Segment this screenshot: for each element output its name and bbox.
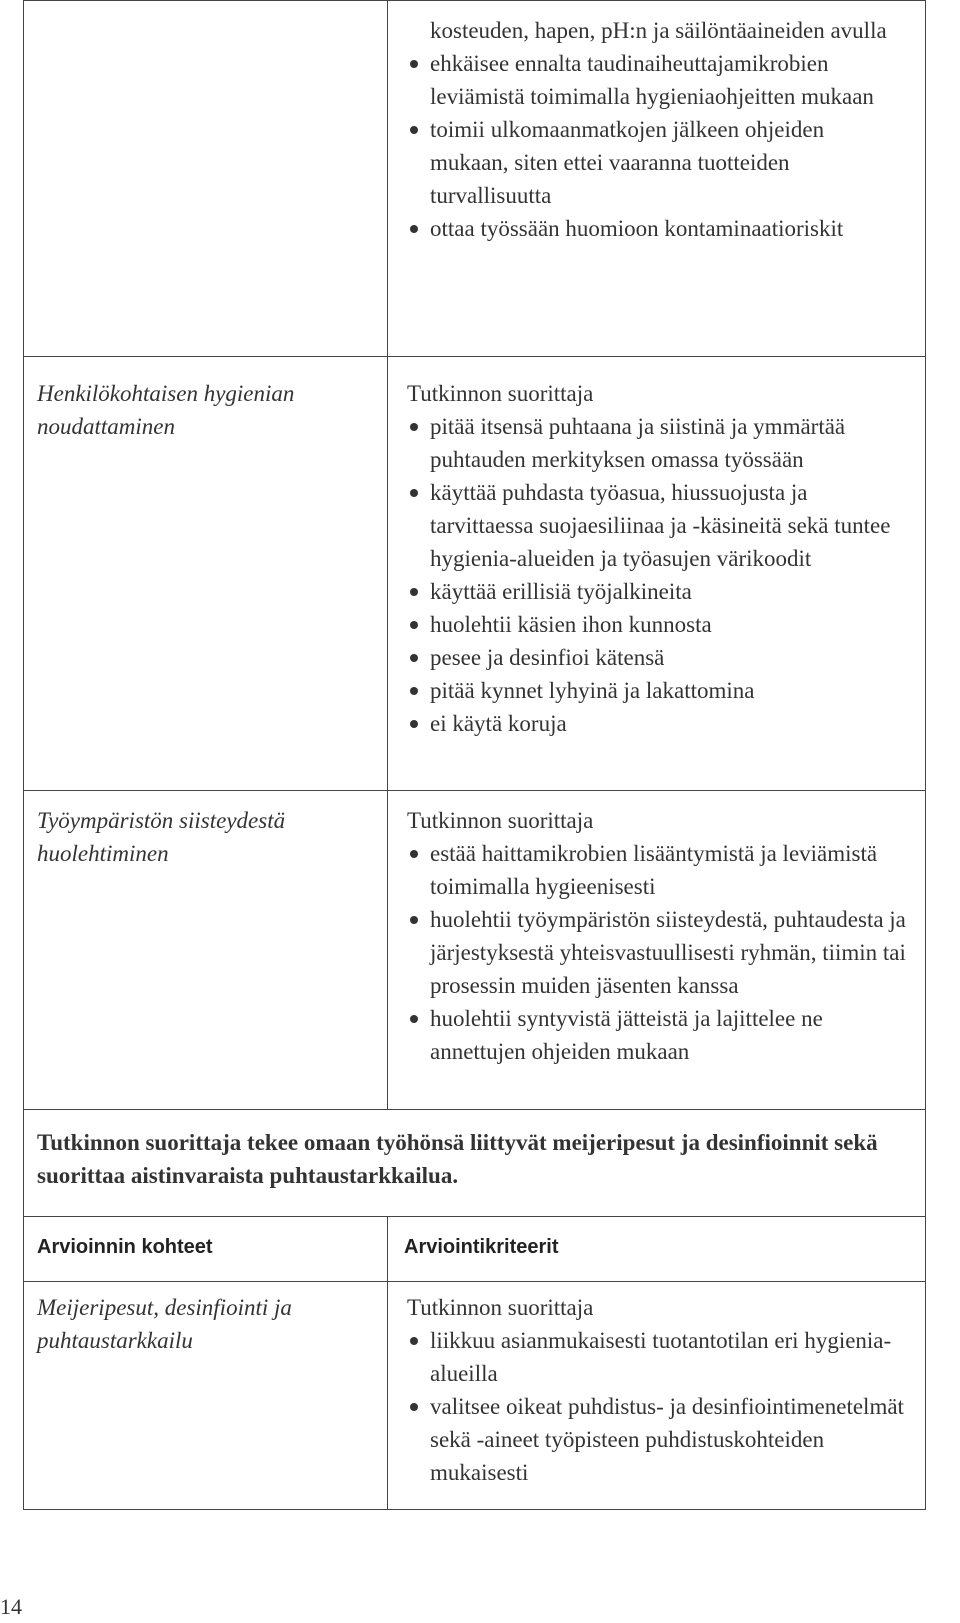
list-item — [407, 14, 907, 47]
row3-assessment-target: Työympäristön siisteydestä huolehtiminen — [37, 808, 286, 866]
row2-bullet-list — [407, 410, 907, 740]
criteria-heading: Tutkinnon suorittaja — [407, 1295, 594, 1320]
table-bottom-header-divider — [23, 1281, 926, 1282]
list-item — [407, 641, 907, 674]
summary-text: Tutkinnon suorittaja tekee omaan työhönsä liittyvät meijeripesut ja desinfioinnit sekä suorittaa aistinvaraista puhtaustarkkailua. — [37, 1130, 878, 1188]
list-item-text: pitää kynnet lyhyinä ja lakattomina — [430, 678, 755, 703]
list-item — [407, 707, 907, 740]
list-item-text: pesee ja desinfioi kätensä — [430, 645, 665, 670]
list-item — [407, 837, 907, 903]
list-item — [407, 608, 907, 641]
list-item-text: käyttää puhdasta työasua, hiussuojusta ja tarvittaessa suojaesiliinaa ja -käsineitä sekä tuntee hygienia-alueiden ja työasujen värikoodit — [430, 480, 891, 571]
list-item — [407, 476, 907, 575]
page-number: 14 — [0, 1594, 22, 1619]
list-item-text: toimii ulkomaanmatkojen jälkeen ohjeiden mukaan, siten ettei vaaranna tuotteiden turvallisuutta — [430, 117, 825, 208]
header-assessment-targets: Arvioinnin kohteet — [37, 1236, 213, 1258]
list-item — [407, 113, 907, 212]
bottom-bullet-list — [407, 1324, 907, 1489]
list-item-text: valitsee oikeat puhdistus- ja desinfiointimenetelmät sekä -aineet työpisteen puhdistuskohteiden mukaisesti — [430, 1394, 904, 1485]
list-item — [407, 903, 907, 1002]
bottom-assessment-target: Meijeripesut, desinfiointi ja puhtaustarkkailu — [37, 1295, 292, 1353]
list-item — [407, 1324, 907, 1390]
table-top-row-divider-2 — [23, 790, 926, 791]
list-item — [407, 1002, 907, 1068]
row2-criteria — [407, 377, 907, 740]
list-item — [407, 47, 907, 113]
list-item — [407, 575, 907, 608]
list-item — [407, 212, 907, 245]
row1-criteria — [407, 14, 907, 245]
list-item-text: huolehtii käsien ihon kunnosta — [430, 612, 712, 637]
header-assessment-criteria: Arviointikriteerit — [404, 1236, 559, 1258]
table-top-row-divider-1 — [23, 356, 926, 357]
list-item-text: huolehtii syntyvistä jätteistä ja lajittelee ne annettujen ohjeiden mukaan — [430, 1006, 823, 1064]
list-item-text: kosteuden, hapen, pH:n ja säilöntäaineiden avulla — [430, 18, 887, 43]
list-item-text: huolehtii työympäristön siisteydestä, puhtaudesta ja järjestyksestä yhteisvastuullisesti ryhmän, tiimin tai prosessin muiden jäsenten kanssa — [430, 907, 906, 998]
list-item — [407, 674, 907, 707]
list-item-text: ei käytä koruja — [430, 711, 567, 736]
row2-assessment-target: Henkilökohtaisen hygienian noudattaminen — [37, 381, 295, 439]
criteria-heading: Tutkinnon suorittaja — [407, 808, 594, 833]
list-item-text: käyttää erillisiä työjalkineita — [430, 579, 692, 604]
bottom-criteria — [407, 1291, 907, 1489]
list-item-text: liikkuu asianmukaisesti tuotantotilan eri hygienia-alueilla — [430, 1328, 892, 1386]
list-item-text: pitää itsensä puhtaana ja siistinä ja ymmärtää puhtauden merkityksen omassa työssään — [430, 414, 846, 472]
list-item-text: estää haittamikrobien lisääntymistä ja leviämistä toimimalla hygieenisesti — [430, 841, 878, 899]
table-bottom-column-divider — [387, 1216, 388, 1510]
table-top-column-divider — [387, 0, 388, 1110]
list-item — [407, 410, 907, 476]
list-item — [407, 1390, 907, 1489]
row1-bullet-list — [407, 14, 907, 245]
list-item-text: ehkäisee ennalta taudinaiheuttajamikrobien leviämistä toimimalla hygieniaohjeitten mukaan — [430, 51, 874, 109]
list-item-text: ottaa työssään huomioon kontaminaatioriskit — [430, 216, 844, 241]
criteria-heading: Tutkinnon suorittaja — [407, 381, 594, 406]
row3-bullet-list — [407, 837, 907, 1068]
row3-criteria — [407, 804, 907, 1068]
